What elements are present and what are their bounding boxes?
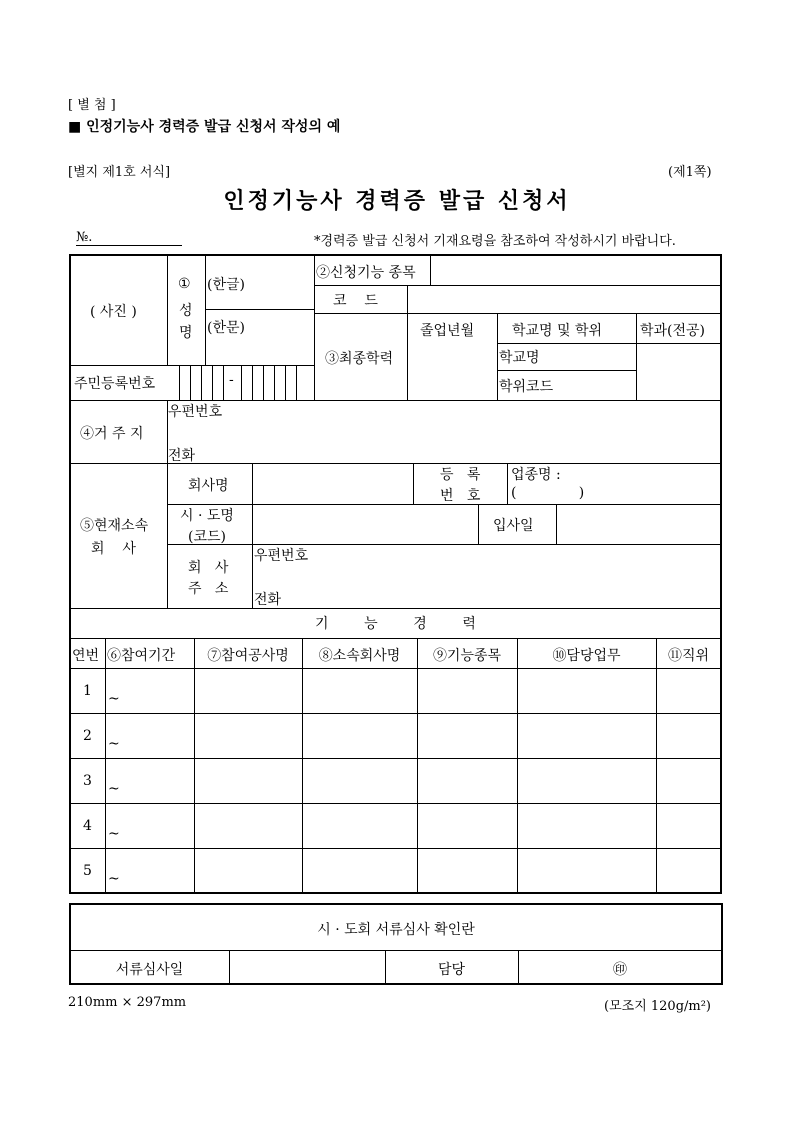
- business-type-label: 업종명 :: [511, 467, 561, 483]
- attachment-label: [ 별 첨 ]: [68, 98, 116, 113]
- degree-code-label: 학위코드: [499, 379, 554, 395]
- join-date-label: 입사일: [493, 518, 534, 534]
- review-date-label: 서류심사일: [115, 962, 184, 978]
- residence-postal-label: 우편번호: [168, 404, 223, 420]
- company-name-label: 회사명: [188, 478, 229, 494]
- career-row-number: 1: [83, 683, 92, 699]
- number-underline: [76, 245, 182, 246]
- form-reference: [별지 제1호 서식]: [68, 165, 171, 180]
- number-label: №.: [76, 230, 93, 245]
- review-staff-label: 담당: [437, 962, 466, 978]
- residence-phone-label: 전화: [168, 448, 196, 464]
- company-phone-label: 전화: [254, 592, 282, 608]
- skill-item-label: ②신청기능 종목: [316, 265, 416, 281]
- current-company-label: ⑤현재소속: [80, 518, 149, 534]
- school-name-label: 학교명: [499, 350, 540, 366]
- career-row-number: 2: [83, 728, 92, 744]
- career-row-tilde: ~: [108, 871, 120, 887]
- instruction-note: *경력증 발급 신청서 기재요령을 참조하여 작성하시기 바랍니다.: [314, 234, 676, 249]
- photo-placeholder: ( 사진 ): [90, 304, 137, 320]
- col-company: ⑧소속회사명: [318, 648, 401, 664]
- section-heading: ■ 인정기능사 경력증 발급 신청서 작성의 예: [68, 119, 341, 135]
- review-title: 시 · 도회 서류심사 확인란: [317, 922, 475, 938]
- paper-type: (모조지 120g/m²): [604, 999, 712, 1014]
- seal-mark: ㊞: [613, 962, 627, 978]
- col-serial: 연번: [72, 648, 100, 664]
- col-position: ⑪직위: [667, 648, 710, 664]
- career-row-tilde: ~: [108, 736, 120, 752]
- school-degree-header: 학교명 및 학위: [512, 323, 603, 339]
- career-row-number: 3: [83, 773, 92, 789]
- career-row-number: 4: [83, 818, 92, 834]
- city-province-label: 시 · 도명: [180, 508, 234, 524]
- col-skill: ⑨기능종목: [432, 648, 502, 664]
- career-section-title: 기 능 경 력: [315, 616, 476, 632]
- resident-number-label: 주민등록번호: [74, 376, 156, 392]
- col-project: ⑦참여공사명: [207, 648, 289, 664]
- company-postal-label: 우편번호: [254, 548, 309, 564]
- company-address-label-2: 주 소: [188, 581, 229, 597]
- city-code-label: (코드): [188, 529, 226, 545]
- company-address-label: 회 사: [188, 560, 229, 576]
- career-row-tilde: ~: [108, 826, 120, 842]
- page-reference: (제1쪽): [668, 165, 712, 180]
- hangul-label: (한글): [207, 277, 245, 293]
- current-company-label-2: 회 사: [91, 541, 136, 557]
- name-char-2: 명: [179, 325, 193, 341]
- registration-label-2: 번 호: [440, 488, 481, 504]
- registration-label: 등 록: [440, 467, 481, 483]
- hanja-label: (한문): [207, 320, 245, 336]
- career-row-tilde: ~: [108, 691, 120, 707]
- major-header: 학과(전공): [640, 323, 706, 339]
- graduation-date-header: 졸업년월: [420, 323, 475, 339]
- education-label: ③최종학력: [325, 351, 394, 367]
- code-label: 코 드: [333, 293, 378, 309]
- col-period: ⑥참여기간: [107, 648, 176, 664]
- business-type-paren: ( ): [511, 485, 585, 501]
- form-title: 인정기능사 경력증 발급 신청서: [223, 188, 571, 214]
- name-number: ①: [178, 276, 191, 292]
- name-char-1: 성: [179, 303, 193, 319]
- career-row-tilde: ~: [108, 781, 120, 797]
- resident-number-dash: -: [229, 372, 234, 388]
- paper-size: 210mm × 297mm: [68, 995, 187, 1010]
- col-duty: ⑩담당업무: [552, 648, 621, 664]
- career-row-number: 5: [83, 863, 92, 879]
- residence-label: ④거 주 지: [80, 426, 144, 442]
